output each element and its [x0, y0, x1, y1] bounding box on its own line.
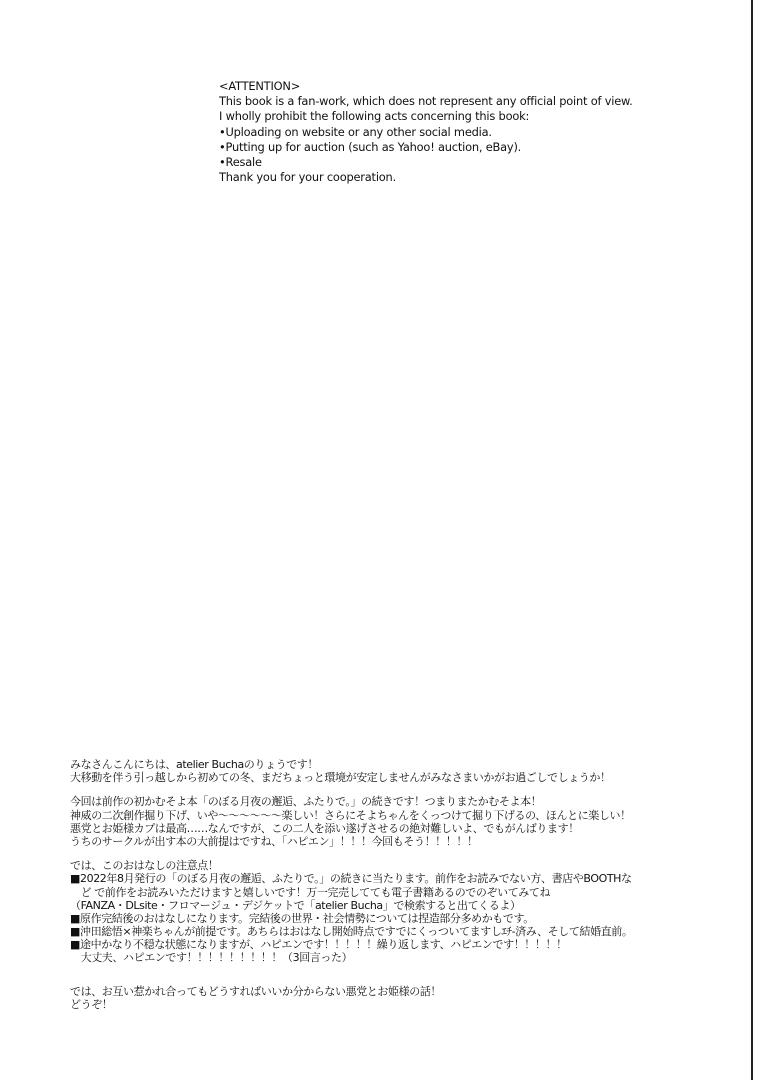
paragraph-gap [70, 965, 750, 985]
afterword-line: （FANZA・DLsite・フロマージュ・デジケットで「atelier Bucha」で検索すると出てくるよ） [70, 898, 521, 912]
attention-notice [219, 79, 739, 185]
attention-line: This book is a fan-work, which does not represent any official point of view. [219, 94, 633, 109]
afterword-line: では、お互い惹かれ合ってもどうすればいいか分からない悪党とお姫様の話！ [70, 984, 441, 998]
attention-line: •Resale [219, 154, 262, 169]
paragraph-gap [70, 784, 750, 795]
paragraph-gap [70, 848, 750, 859]
afterword-line: ■原作完結後のおはなしになります。完結後の世界・社会情勢については捏造部分多めかもです。 [70, 911, 534, 925]
afterword-line: みなさんこんにちは、atelier Buchaのりょうです！ [70, 758, 318, 771]
afterword-line: ■途中かなり不穏な状態になりますが、ハピエンです！！！！！繰り返します、ハピエンです！！！！！ [70, 938, 567, 952]
afterword-line: 悪党とお姫様カプは最高……なんですが、この二人を添い遂げさせるの絶対難しいよ、でもがんばります！ [70, 821, 579, 835]
afterword-line: では、このおはなしの注意点！ [70, 859, 219, 873]
afterword-line: ど で前作をお読みいただけますと嬉しいです！万一完売してても電子書籍あるのでのぞいてみてね [70, 885, 551, 899]
afterword-line: ■沖田総悟×神楽ちゃんが前提です。あちらはおはなし開始時点ですでにくっついてますしｴﾁ-済み、そして結婚直前。 [70, 925, 633, 939]
attention-heading: <ATTENTION> [219, 79, 301, 93]
attention-line: •Uploading on website or any other social media. [219, 124, 492, 139]
afterword-line: どうぞ！ [70, 997, 113, 1011]
afterword-line: 大丈夫、ハピエンです！！！！！！！！！（3回言った） [70, 951, 353, 965]
afterword-line: ■2022年8月発行の「のぼる月夜の邂逅、ふたりで。」の続きに当たります。前作をお読みでない方、書店やBOOTHな [70, 872, 632, 886]
afterword-line: 大移動を伴う引っ越しから初めての冬、まだちょっと環境が安定しませんがみなさまいかがお過ごしでしょうか！ [70, 771, 611, 785]
afterword-line: 今回は前作の初かむそよ本「のぼる月夜の邂逅、ふたりで。」の続きです！つまりまたかむそよ本！ [70, 795, 542, 809]
attention-line: Thank you for your cooperation. [219, 170, 397, 185]
afterword-line: 神威の二次創作掘り下げ、いや〜〜〜〜〜〜楽しい！さらにそよちゃんをくっつけて掘り下げるの、ほんとに楽しい！ [70, 808, 631, 822]
attention-line: •Putting up for auction (such as Yahoo! auction, eBay). [219, 139, 522, 154]
afterword-line: うちのサークルが出す本の大前提はですね、「ハピエン」！！！今回もそう！！！！！ [70, 834, 478, 848]
attention-line: I wholly prohibit the following acts concerning this book: [219, 109, 530, 124]
author-afterword [70, 758, 750, 1011]
page-edge-border [751, 0, 753, 1080]
